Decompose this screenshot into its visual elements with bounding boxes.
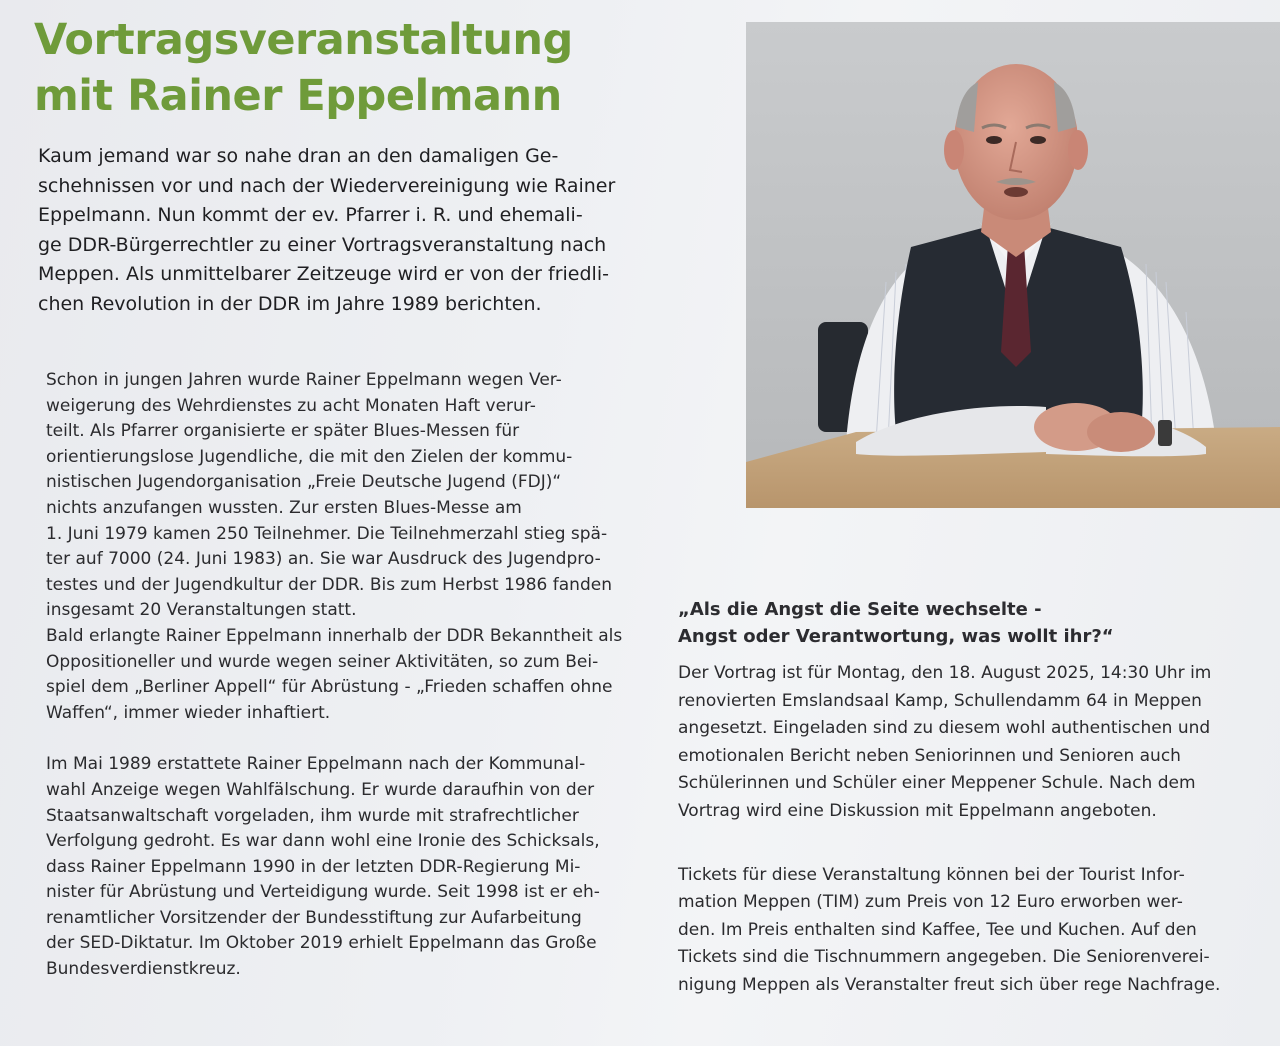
- body-line: Waffen“, immer wieder inhaftiert.: [46, 702, 331, 723]
- body-line: 1. Juni 1979 kamen 250 Teilnehmer. Die Teilnehmerzahl stieg spä-: [46, 523, 608, 544]
- body-line: teilt. Als Pfarrer organisierte er später Blues-Messen für: [46, 421, 520, 442]
- body-line: Der Vortrag ist für Montag, den 18. August 2025, 14:30 Uhr im: [678, 663, 1212, 683]
- body-line: Im Mai 1989 erstattete Rainer Eppelmann nach der Kommunal-: [46, 754, 586, 775]
- lead-line: Eppelmann. Nun kommt der ev. Pfarrer i. R. und ehemali-: [38, 204, 583, 226]
- body-line: orientierungslose Jugendliche, die mit den Zielen der kommu-: [46, 446, 573, 467]
- body-line: weigerung des Wehrdienstes zu acht Monaten Haft verur-: [46, 395, 536, 416]
- left-column: [46, 368, 646, 983]
- body-line: renovierten Emslandsaal Kamp, Schullendamm 64 in Meppen: [678, 690, 1202, 711]
- body-line: Staatsanwaltschaft vorgeladen, ihm wurde mit strafrechtlicher: [46, 805, 579, 826]
- article-title: [34, 12, 573, 124]
- lead-paragraph: [38, 142, 638, 319]
- body-line: wahl Anzeige wegen Wahlfälschung. Er wurde daraufhin von der: [46, 779, 595, 800]
- body-line: angesetzt. Eingeladen sind zu diesem wohl authentischen und: [678, 718, 1211, 739]
- body-line: Verfolgung gedroht. Es war dann wohl eine Ironie des Schicksals,: [46, 831, 600, 852]
- lead-line: schehnissen vor und nach der Wiedervereinigung wie Rainer: [38, 174, 616, 197]
- tickets-paragraph: [678, 862, 1238, 1000]
- body-line: nister für Abrüstung und Verteidigung wurde. Seit 1998 ist er eh-: [46, 882, 600, 903]
- lead-line: ge DDR-Bürgerrechtler zu einer Vortragsveranstaltung nach: [38, 233, 607, 256]
- body-line: nistischen Jugendorganisation „Freie Deutsche Jugend (FDJ)“: [46, 472, 562, 493]
- lead-line: Meppen. Als unmittelbarer Zeitzeuge wird er von der friedli-: [38, 263, 609, 285]
- quote-line-2: Angst oder Verantwortung, was wollt ihr?“: [678, 626, 1114, 647]
- body-line: dass Rainer Eppelmann 1990 in der letzten DDR-Regierung Mi-: [46, 856, 581, 877]
- title-line-1: Vortragsveranstaltung: [34, 15, 573, 65]
- body-line: Schon in jungen Jahren wurde Rainer Eppelmann wegen Ver-: [46, 370, 562, 390]
- body-paragraph-3: [46, 752, 646, 982]
- lead-line: Kaum jemand war so nahe dran an den damaligen Ge-: [38, 145, 559, 167]
- event-paragraph: [678, 660, 1238, 826]
- body-line: Bald erlangte Rainer Eppelmann innerhalb der DDR Bekanntheit als: [46, 625, 623, 646]
- body-line: Schülerinnen und Schüler einer Meppener Schule. Nach dem: [678, 773, 1196, 794]
- body-paragraph-1: [46, 368, 646, 624]
- quote-heading: [678, 596, 1114, 650]
- body-line: insgesamt 20 Veranstaltungen statt.: [46, 600, 357, 621]
- body-line: spiel dem „Berliner Appell“ für Abrüstung - „Frieden schaffen ohne: [46, 677, 613, 698]
- title-line-2: mit Rainer Eppelmann: [34, 71, 562, 121]
- body-line: testes und der Jugendkultur der DDR. Bis zum Herbst 1986 fanden: [46, 574, 612, 595]
- body-line: Vortrag wird eine Diskussion mit Eppelmann angeboten.: [678, 800, 1157, 821]
- body-line: den. Im Preis enthalten sind Kaffee, Tee und Kuchen. Auf den: [678, 919, 1197, 940]
- body-paragraph-2: [46, 624, 646, 726]
- quote-line-1: „Als die Angst die Seite wechselte -: [678, 599, 1042, 620]
- body-line: der SED-Diktatur. Im Oktober 2019 erhielt Eppelmann das Große: [46, 933, 597, 954]
- body-line: Tickets sind die Tischnummern angegeben. Die Seniorenverei-: [678, 947, 1210, 968]
- body-line: Tickets für diese Veranstaltung können bei der Tourist Infor-: [678, 864, 1185, 885]
- portrait-illustration: [746, 22, 1280, 508]
- body-line: Bundesverdienstkreuz.: [46, 959, 241, 980]
- body-line: emotionalen Bericht neben Seniorinnen und Senioren auch: [678, 745, 1181, 766]
- lead-line: chen Revolution in der DDR im Jahre 1989 berichten.: [38, 292, 542, 315]
- body-line: nigung Meppen als Veranstalter freut sich über rege Nachfrage.: [678, 974, 1221, 995]
- body-line: Oppositioneller und wurde wegen seiner Aktivitäten, so zum Bei-: [46, 651, 599, 672]
- body-line: mation Meppen (TIM) zum Preis von 12 Euro erworben wer-: [678, 892, 1183, 913]
- portrait-photo: [746, 22, 1280, 508]
- right-column: [678, 660, 1238, 1000]
- body-line: nichts anzufangen wussten. Zur ersten Blues-Messe am: [46, 497, 522, 518]
- body-line: ter auf 7000 (24. Juni 1983) an. Sie war Ausdruck des Jugendpro-: [46, 549, 601, 570]
- body-line: renamtlicher Vorsitzender der Bundesstiftung zur Aufarbeitung: [46, 907, 582, 928]
